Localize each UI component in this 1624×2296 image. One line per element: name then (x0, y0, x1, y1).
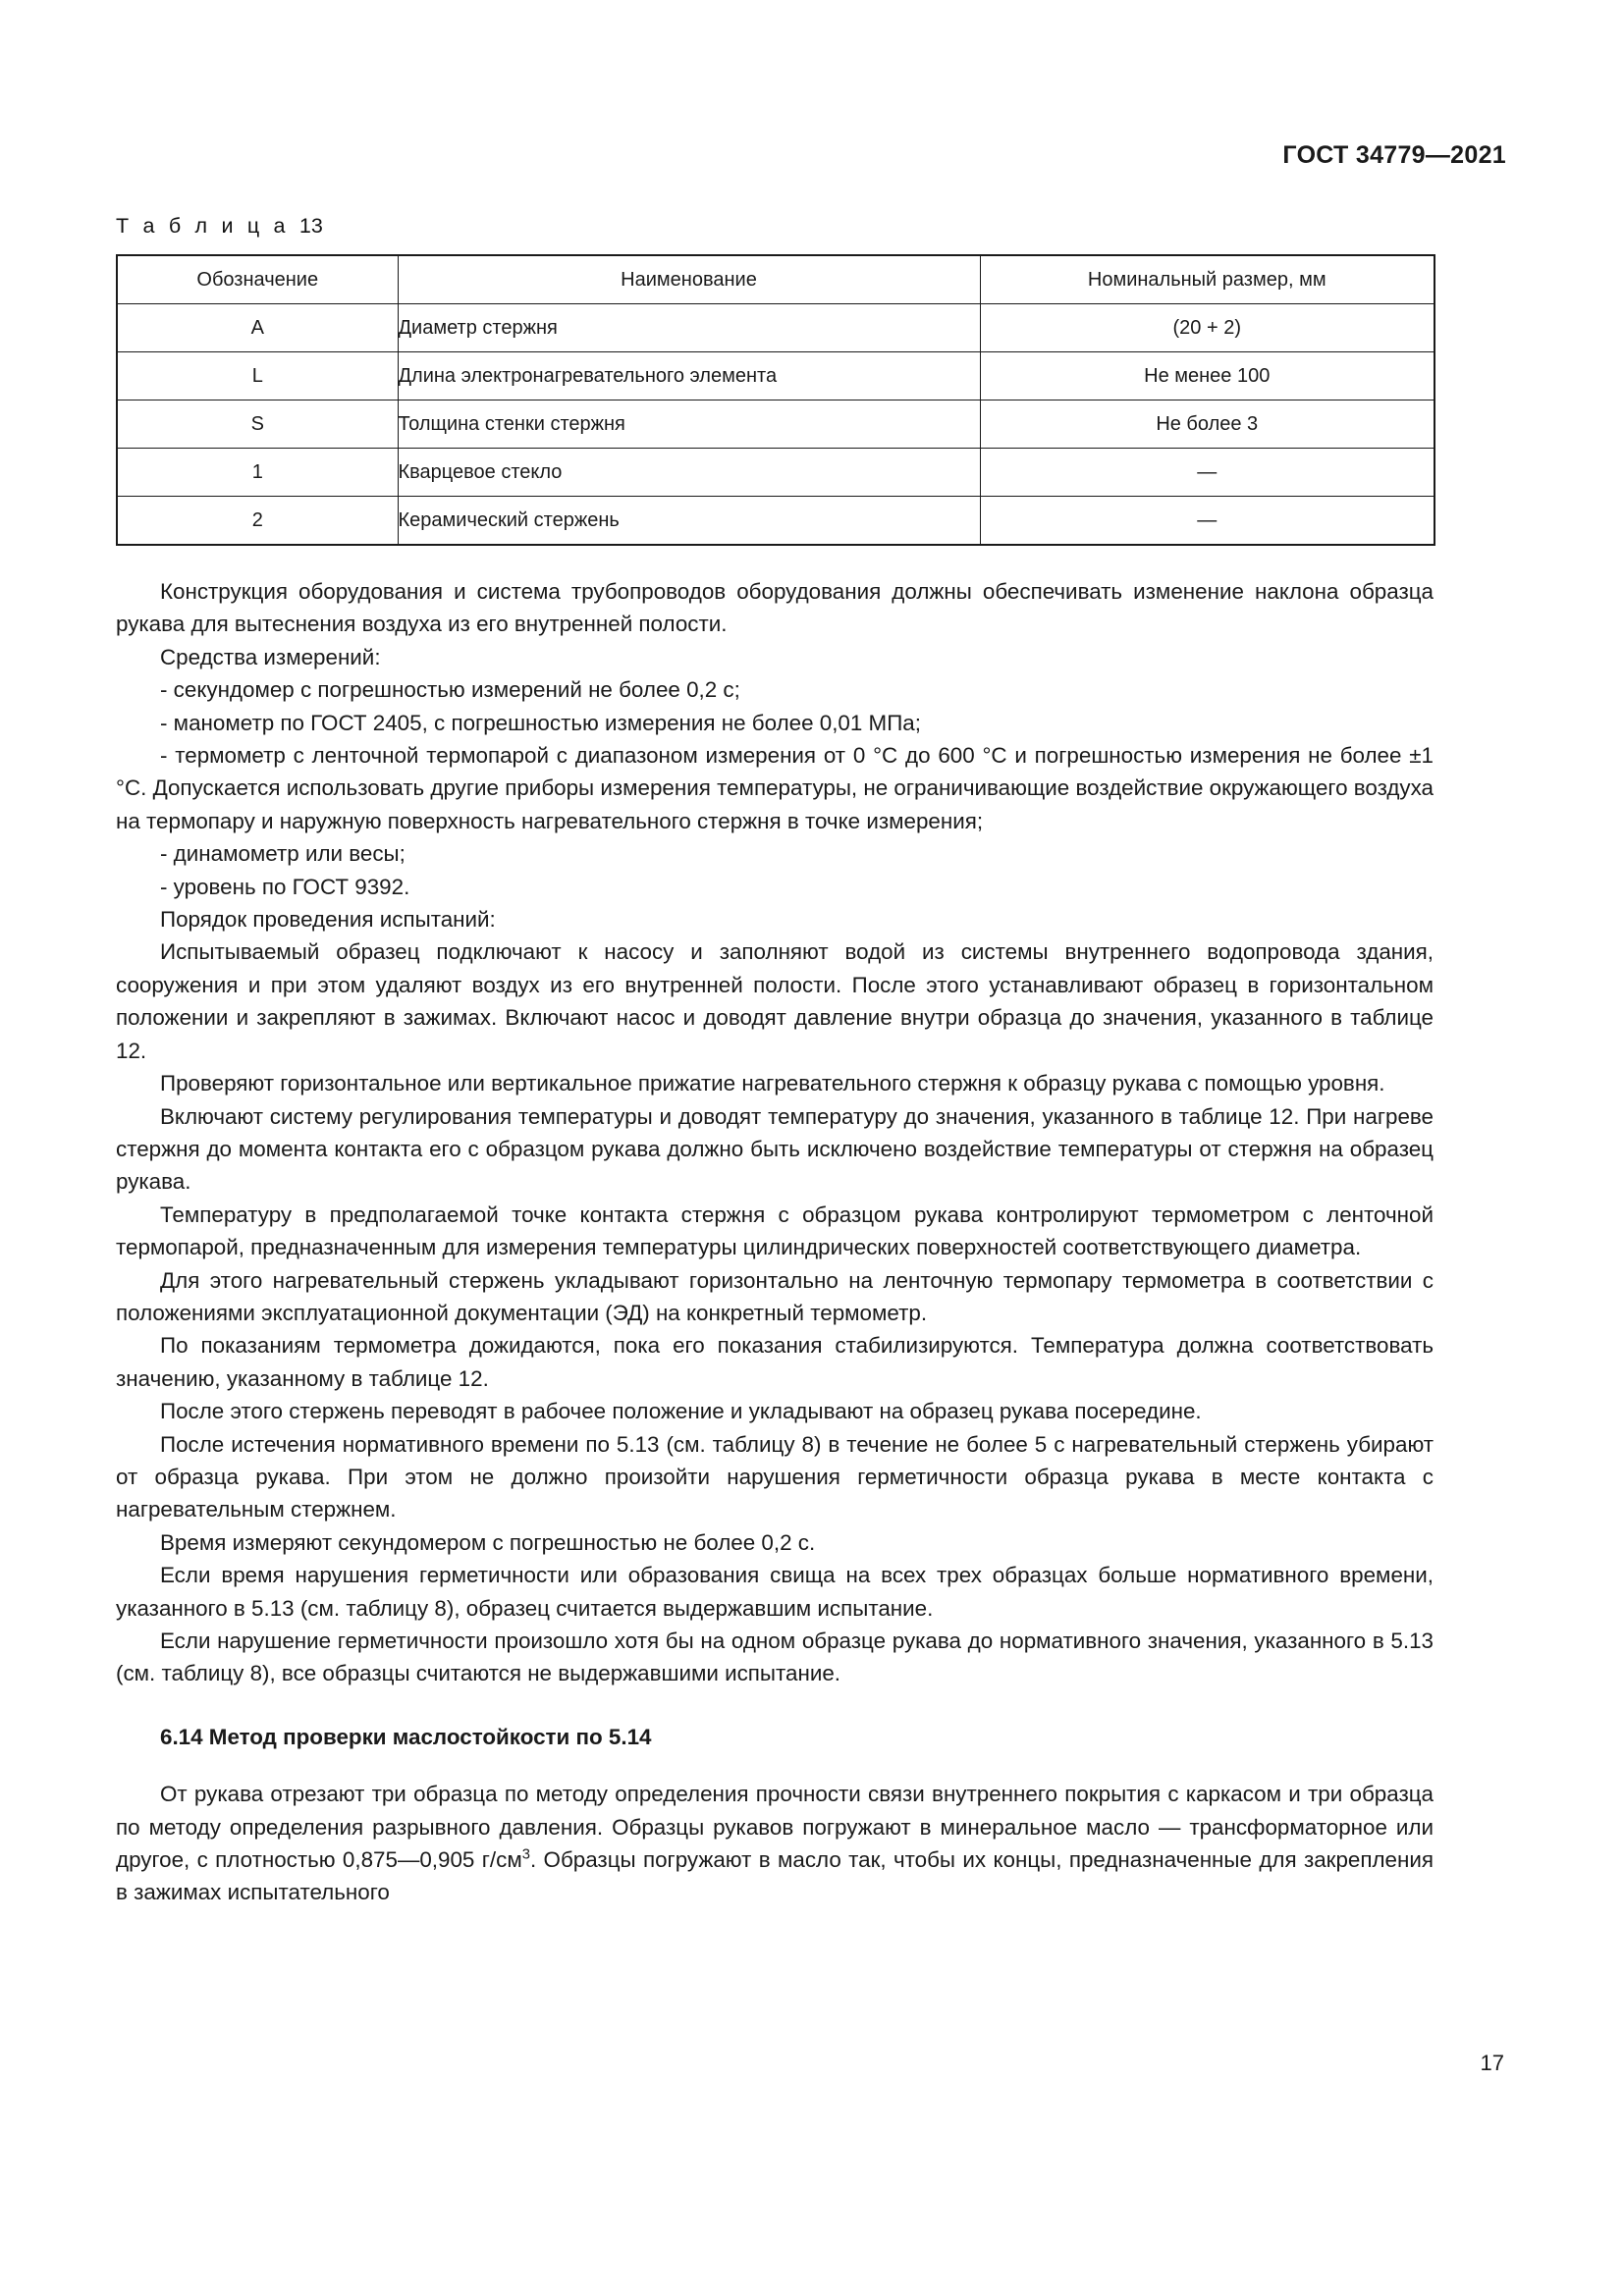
density-unit-exponent: 3 (521, 1846, 530, 1863)
paragraph-construction: Конструкция оборудования и система трубопроводов оборудования должны обеспечивать изменение наклона образца рукава для вытеснения воздуха из его внутренней полости. (116, 579, 1434, 637)
cell-size: — (980, 497, 1435, 546)
paragraph-rod-placement: Для этого нагревательный стержень укладывают горизонтально на ленточную термопару термометра в соответствии с положениями эксплуатационной документации (ЭД) на конкретный термометр. (116, 1267, 1434, 1325)
cell-symbol: 2 (117, 497, 398, 546)
paragraph-measuring-instruments-intro: Средства измерений: (160, 644, 381, 669)
standard-designation: ГОСТ 34779—2021 (1282, 141, 1506, 169)
page-number (1481, 2051, 1504, 2076)
running-header (1282, 141, 1506, 170)
cell-size: (20 + 2) (980, 304, 1435, 352)
list-item-level: - уровень по ГОСТ 9392. (160, 874, 410, 899)
paragraph-time-measurement: Время измеряют секундомером с погрешностью не более 0,2 с. (160, 1529, 816, 1555)
list-item-manometer: - манометр по ГОСТ 2405, с погрешностью измерения не более 0,01 МПа; (160, 710, 921, 735)
oil-text-part2: . Образцы погружают в масло так, чтобы их концы, предназначенные для закрепления в зажимах испытательного (116, 1847, 1435, 1905)
cell-name: Кварцевое стекло (398, 449, 980, 497)
page-content (116, 214, 1434, 1909)
paragraph-level-check: Проверяют горизонтальное или вертикальное прижатие нагревательного стержня к образцу рукава с помощью уровня. (160, 1071, 1385, 1096)
table-row (117, 449, 1435, 497)
table-caption-label: Т а б л и ц а (116, 214, 290, 238)
cell-name: Диаметр стержня (398, 304, 980, 352)
list-item-stopwatch: - секундомер с погрешностью измерений не более 0,2 с; (160, 677, 740, 703)
cell-name: Длина электронагревательного элемента (398, 352, 980, 400)
column-header-symbol: Обозначение (117, 255, 398, 304)
table-header-row (117, 255, 1435, 304)
table-caption-number: 13 (298, 214, 323, 238)
table-row (117, 304, 1435, 352)
cell-symbol: 1 (117, 449, 398, 497)
paragraph-normative-time: После истечения нормативного времени по 5.13 (см. таблицу 8) в течение не более 5 с нагревательный стержень убирают от образца рукава. При этом не должно произойти нарушения герметичности образца рукава в месте контакта с нагревательным стержнем. (116, 1431, 1434, 1522)
page-number-value: 17 (1480, 2051, 1504, 2075)
paragraph-pass-criterion: Если время нарушения герметичности или образования свища на всех трех образцах больше нормативного времени, указанного в 5.13 (см. таблицу 8), образец считается выдержавшим испытание. (116, 1563, 1434, 1621)
paragraph-fail-criterion: Если нарушение герметичности произошло хотя бы на одном образце рукава до нормативного значения, указанного в 5.13 (см. таблицу 8), все образцы считаются не выдержавшими испытание. (116, 1629, 1434, 1686)
cell-name: Керамический стержень (398, 497, 980, 546)
column-header-size: Номинальный размер, мм (980, 255, 1435, 304)
cell-size: Не более 3 (980, 400, 1435, 449)
paragraph-sample-connection: Испытываемый образец подключают к насосу и заполняют водой из системы внутреннего водопровода здания, сооружения и при этом удаляют воздух из его внутренней полости. После этого устанавливают образец в горизонтальном положении и закрепляют в зажимах. Включают насос и доводят давление внутри образца до значения, указанного в таблице 12. (116, 939, 1434, 1063)
paragraph-temperature-control-system: Включают систему регулирования температуры и доводят температуру до значения, указанного в таблице 12. При нагреве стержня до момента контакта его с образцом рукава должно быть исключено воздействие температуры от стержня на образец рукава. (116, 1103, 1434, 1195)
cell-size: Не менее 100 (980, 352, 1435, 400)
list-item-dynamometer: - динамометр или весы; (160, 841, 406, 867)
paragraph-contact-point-temperature: Температуру в предполагаемой точке контакта стержня с образцом рукава контролируют термометром с ленточной термопарой, предназначенным для измерения температуры цилиндрических поверхностей соответствующего диаметра. (116, 1201, 1434, 1260)
oil-text-part1: От рукава отрезают три образца по методу определения прочности связи внутреннего покрытия с каркасом и три образца по методу определения разрывного давления. Образцы рукавов погружают в минеральное масло — трансформаторное или другое, с плотностью 0,875—0,905 г/см (116, 1782, 1434, 1873)
cell-size: — (980, 449, 1435, 497)
cell-symbol: L (117, 352, 398, 400)
paragraph-thermometer-readings: По показаниям термометра дожидаются, пока его показания стабилизируются. Температура должна соответствовать значению, указанному в таблице 12. (116, 1333, 1434, 1391)
list-item-thermometer: - термометр с ленточной термопарой с диапазоном измерения от 0 °С до 600 °С и погрешностью измерения не более ±1 °С. Допускается использовать другие приборы измерения температуры, не ограничивающие воздействие окружающего воздуха на термопару и наружную поверхность нагревательного стержня в точке измерения; (116, 743, 1435, 833)
specification-table (116, 254, 1435, 546)
cell-symbol: A (117, 304, 398, 352)
paragraph-working-position: После этого стержень переводят в рабочее положение и укладывают на образец рукава посередине. (160, 1399, 1202, 1424)
body-text (116, 575, 1434, 1909)
table-caption (116, 214, 1434, 239)
table-row (117, 497, 1435, 546)
cell-symbol: S (117, 400, 398, 449)
table-row (117, 352, 1435, 400)
table-row (117, 400, 1435, 449)
paragraph-oil-resistance-method (116, 1778, 1434, 1909)
paragraph-test-procedure-intro: Порядок проведения испытаний: (160, 907, 496, 933)
section-heading-6-14: 6.14 Метод проверки маслостойкости по 5.14 (160, 1724, 652, 1749)
cell-name: Толщина стенки стержня (398, 400, 980, 449)
column-header-name: Наименование (398, 255, 980, 304)
